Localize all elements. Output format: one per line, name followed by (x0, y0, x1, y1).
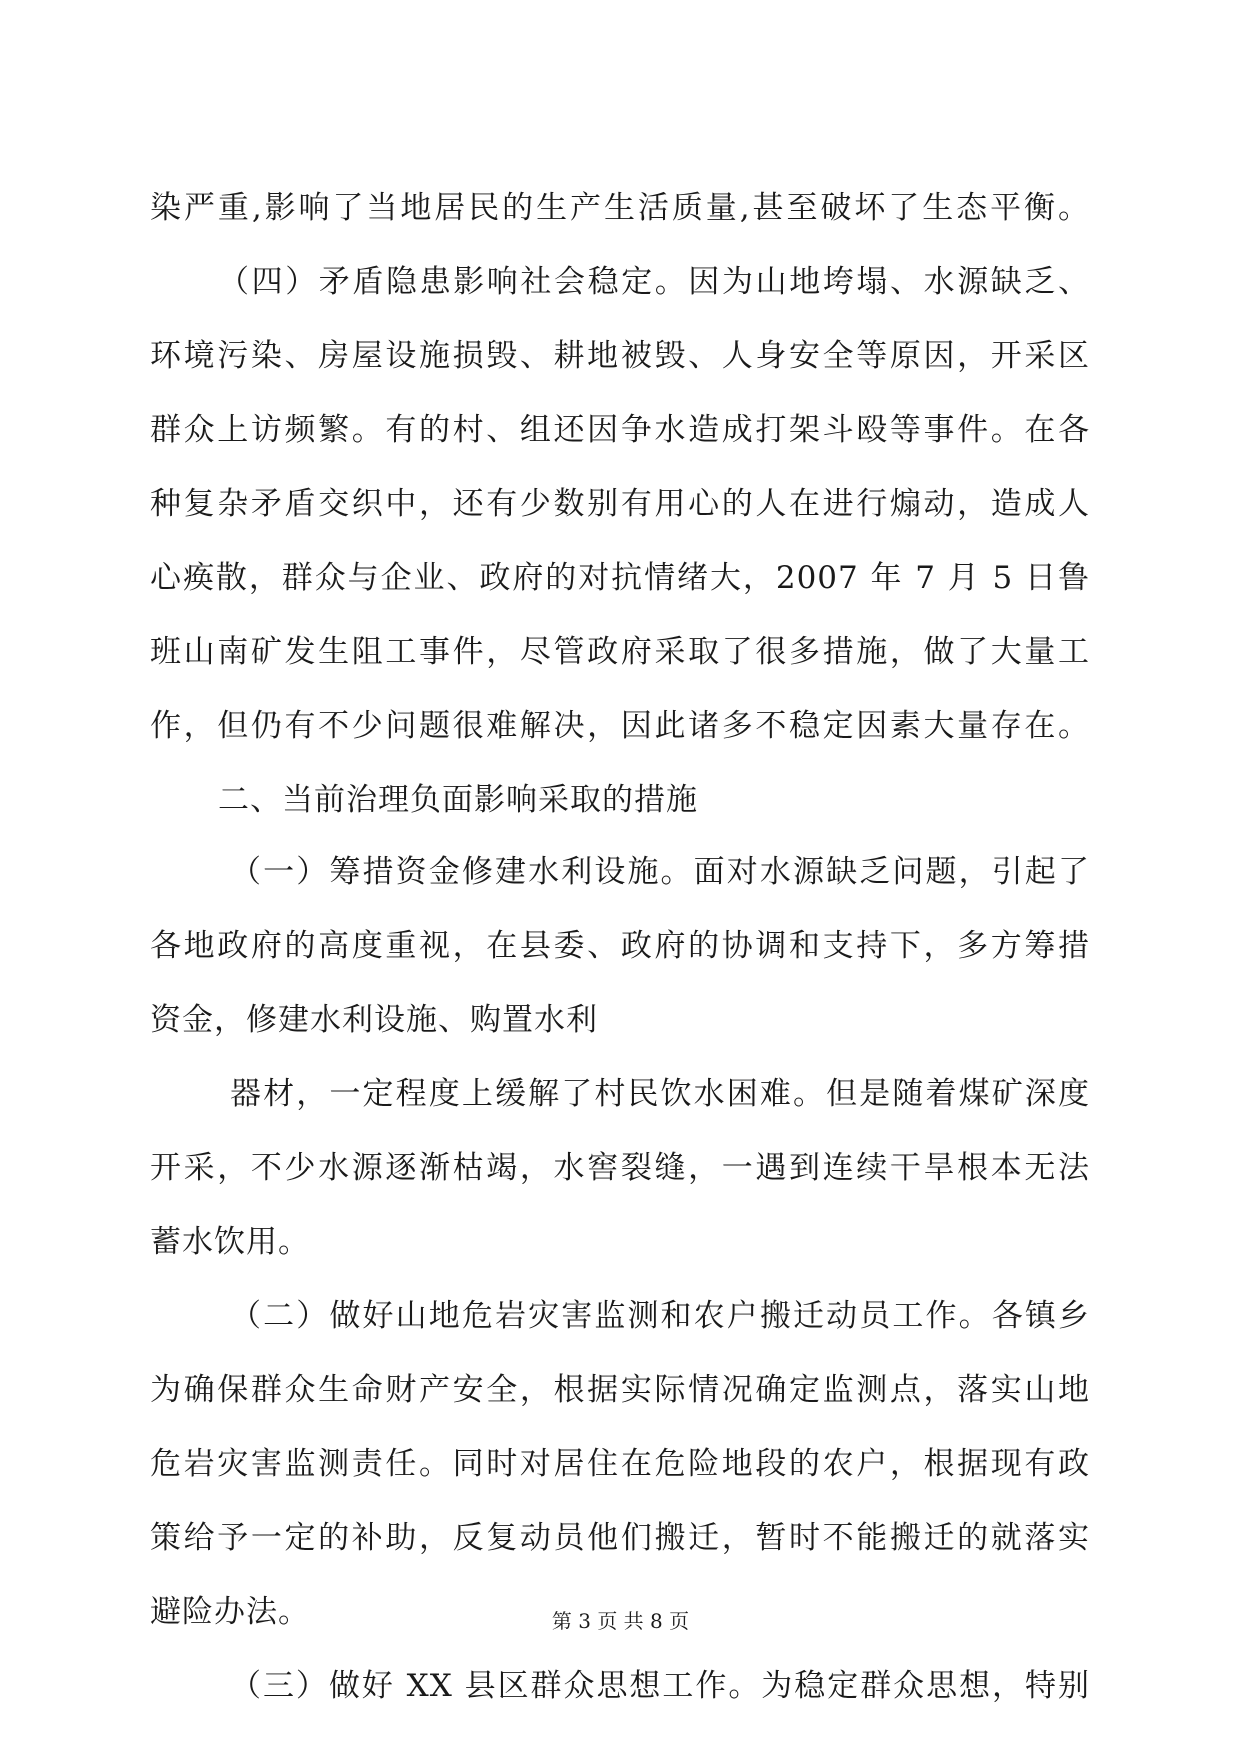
section-heading: 二、当前治理负面影响采取的措施 (218, 782, 698, 818)
text-line: 危岩灾害监测责任。同时对居住在危险地段的农户，根据现有政 (150, 1446, 1090, 1482)
text-line: 开采，不少水源逐渐枯竭，水窖裂缝，一遇到连续干旱根本无法 (150, 1150, 1090, 1186)
text-line: 染严重,影响了当地居民的生产生活质量,甚至破坏了生态平衡。 (150, 190, 1090, 226)
text-line: 策给予一定的补助，反复动员他们搬迁，暂时不能搬迁的就落实 (150, 1520, 1090, 1556)
text-line: （三）做好 XX 县区群众思想工作。为稳定群众思想，特别 (230, 1668, 1090, 1704)
text-line: 资金，修建水利设施、购置水利 (150, 1002, 598, 1038)
text-line: 器材，一定程度上缓解了村民饮水困难。但是随着煤矿深度 (230, 1076, 1090, 1112)
text-line: 作，但仍有不少问题很难解决，因此诸多不稳定因素大量存在。 (150, 708, 1090, 744)
text-line: （二）做好山地危岩灾害监测和农户搬迁动员工作。各镇乡 (230, 1298, 1090, 1334)
text-line: 环境污染、房屋设施损毁、耕地被毁、人身安全等原因，开采区 (150, 338, 1090, 374)
text-line: 各地政府的高度重视，在县委、政府的协调和支持下，多方筹措 (150, 928, 1090, 964)
text-line: 群众上访频繁。有的村、组还因争水造成打架斗殴等事件。在各 (150, 412, 1090, 448)
text-line: （一）筹措资金修建水利设施。面对水源缺乏问题，引起了 (230, 854, 1090, 890)
text-line: 心痪散，群众与企业、政府的对抗情绪大，2007 年 7 月 5 日鲁 (150, 560, 1090, 596)
page-number-footer: 第 3 页 共 8 页 (551, 1609, 690, 1633)
text-line: 种复杂矛盾交织中，还有少数别有用心的人在进行煽动，造成人 (150, 486, 1090, 522)
text-line: 避险办法。 (150, 1594, 310, 1630)
text-line: 班山南矿发生阻工事件，尽管政府采取了很多措施，做了大量工 (150, 634, 1090, 670)
text-line: （四）矛盾隐患影响社会稳定。因为山地垮塌、水源缺乏、 (218, 264, 1090, 300)
text-line: 蓄水饮用。 (150, 1224, 310, 1260)
text-line: 为确保群众生命财产安全，根据实际情况确定监测点，落实山地 (150, 1372, 1090, 1408)
